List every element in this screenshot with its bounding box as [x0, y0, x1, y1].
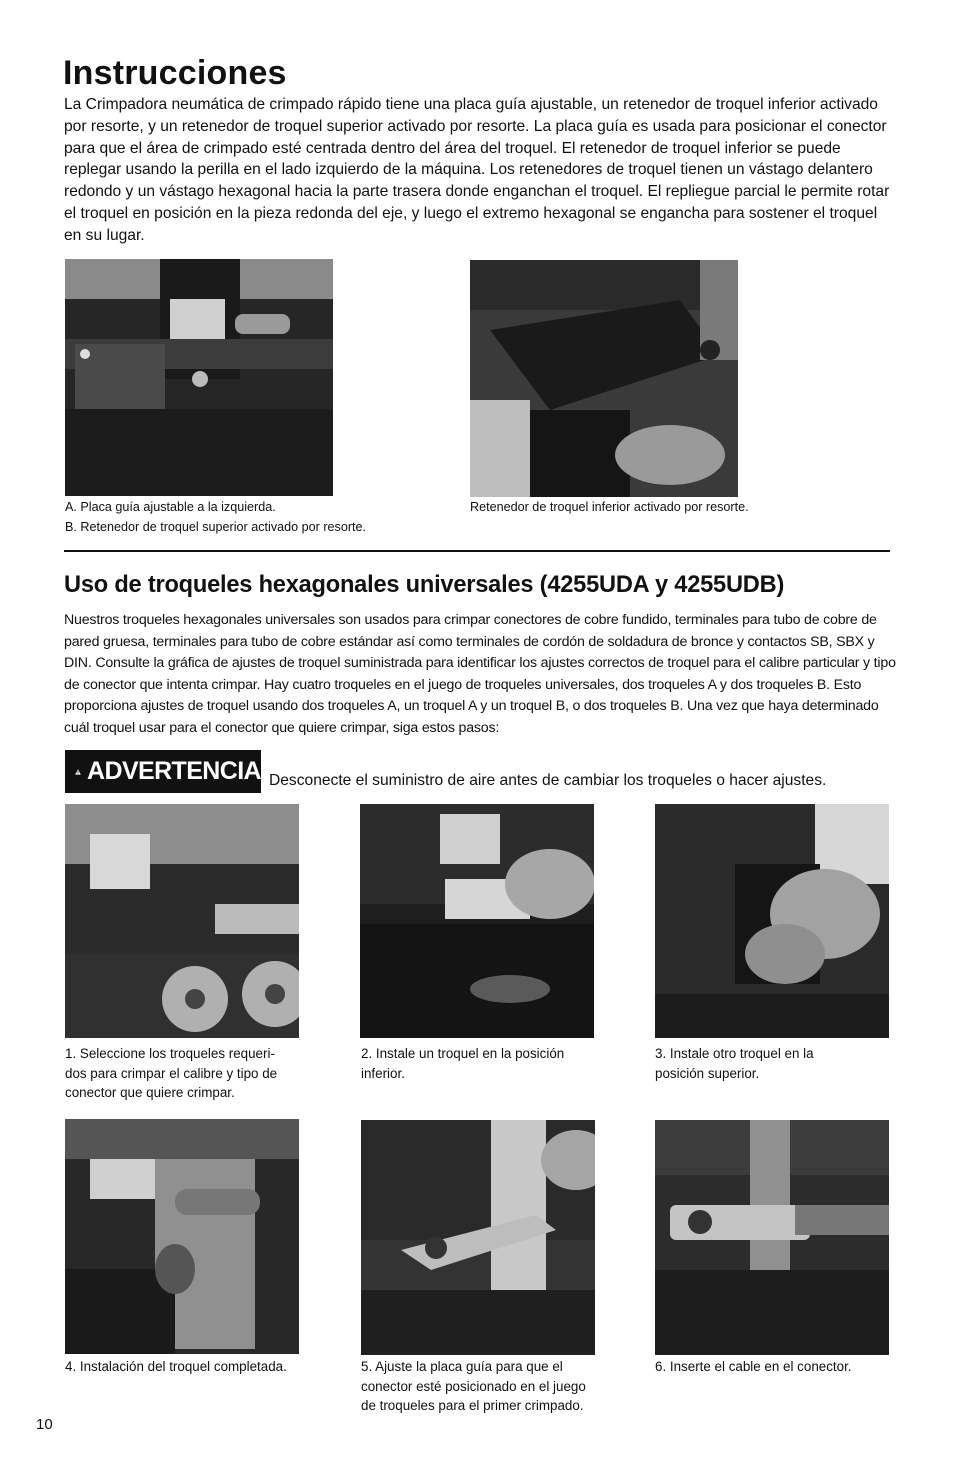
step-caption-4: [65, 1357, 287, 1377]
warning-icon: [75, 758, 81, 786]
page-title: Instrucciones: [63, 54, 287, 92]
step-photo-1: [65, 804, 299, 1038]
step-caption-2: [361, 1044, 564, 1083]
section-body: Nuestros troqueles hexagonales universales son usados para crimpar conectores de cobre fundido, terminales para tubo de cobre de pared gruesa, terminales para tubo de cobre estándar así como terminales de cordón de soldadura de bronce y contactos SB, SBX y DIN. Consulte la gráfica de ajustes de troquel suministrada para identificar los ajustes correctos de troquel para el calibre particular y tipo de conector que intenta crimpar. Hay cuatro troqueles en el juego de troqueles universales, dos troqueles A y dos troqueles B. Esto proporciona ajustes de troquel usando dos troqueles A, un troquel A y un troquel B, o dos troqueles B. Una vez que haya determinado cuál troquel usar para el conector que quiere crimpar, siga estos pasos:: [64, 612, 896, 736]
warning-text: Desconecte el suministro de aire antes de cambiar los troqueles o hacer ajustes.: [269, 772, 827, 789]
page-number: 10: [36, 1416, 53, 1433]
caption-line: dos para crimpar el calibre y tipo de: [65, 1065, 278, 1081]
caption-line: Retenedor de troquel inferior activado por resorte.: [470, 500, 749, 514]
caption-line: 6. Inserte el cable en el conector.: [655, 1359, 852, 1374]
step-photo-2: [360, 804, 594, 1038]
step-caption-1: [65, 1044, 277, 1103]
intro-paragraph: La Crimpadora neumática de crimpado rápido tiene una placa guía ajustable, un retenedor de troquel inferior activado por resorte, y un retenedor de troquel superior activado por resorte. La placa guía es usada para posicionar el conector para que el área de crimpado esté centrada dentro del área del troquel. El retenedor de troquel inferior se puede replegar usando la perilla en el lado izquierdo de la máquina. Los retenedores de troquel tienen un vástago delantero redondo y un vástago hexagonal hacia la parte trasera donde enganchan el troquel. El repliegue parcial le permite rotar el troquel en posición en la pieza redonda del eje, y luego el extremo hexagonal se engancha para sostener el troquel en su lugar.: [64, 96, 890, 244]
caption-line: 3. Instale otro troquel en la: [655, 1046, 814, 1061]
step-caption-5: [361, 1357, 586, 1416]
photo-guide-plate: [65, 259, 333, 496]
caption-line: A. Placa guía ajustable a la izquierda.: [65, 500, 276, 514]
caption-line: B. Retenedor de troquel superior activado por resorte.: [65, 519, 367, 534]
caption-line: de troqueles para el primer crimpado.: [361, 1398, 584, 1413]
caption-line: 1. Seleccione los troqueles requeri-: [65, 1046, 275, 1061]
caption-line: 4. Instalación del troquel completada.: [65, 1359, 287, 1374]
step-photo-5: [361, 1120, 595, 1355]
caption-line: conector esté posicionado en el juego: [361, 1378, 586, 1394]
caption-line: posición superior.: [655, 1065, 760, 1081]
warning-label: ADVERTENCIA: [87, 757, 261, 785]
caption-line: 5. Ajuste la placa guía para que el: [361, 1359, 563, 1374]
photo-lower-retainer: [470, 260, 738, 497]
caption-line: conector que quiere crimpar.: [65, 1085, 235, 1100]
step-caption-3: [655, 1044, 814, 1083]
step-photo-3: [655, 804, 889, 1038]
step-photo-6: [655, 1120, 889, 1355]
figure-caption-b: [470, 498, 749, 518]
caption-line: inferior.: [361, 1065, 405, 1081]
step-photo-4: [65, 1119, 299, 1354]
caption-line: 2. Instale un troquel en la posición: [361, 1046, 565, 1061]
section-divider: [64, 550, 890, 552]
figure-caption-a: [65, 498, 366, 537]
step-caption-6: [655, 1357, 852, 1377]
warning-badge: [65, 750, 261, 793]
section-heading: Uso de troqueles hexagonales universales (4255UDA y 4255UDB): [64, 572, 785, 598]
